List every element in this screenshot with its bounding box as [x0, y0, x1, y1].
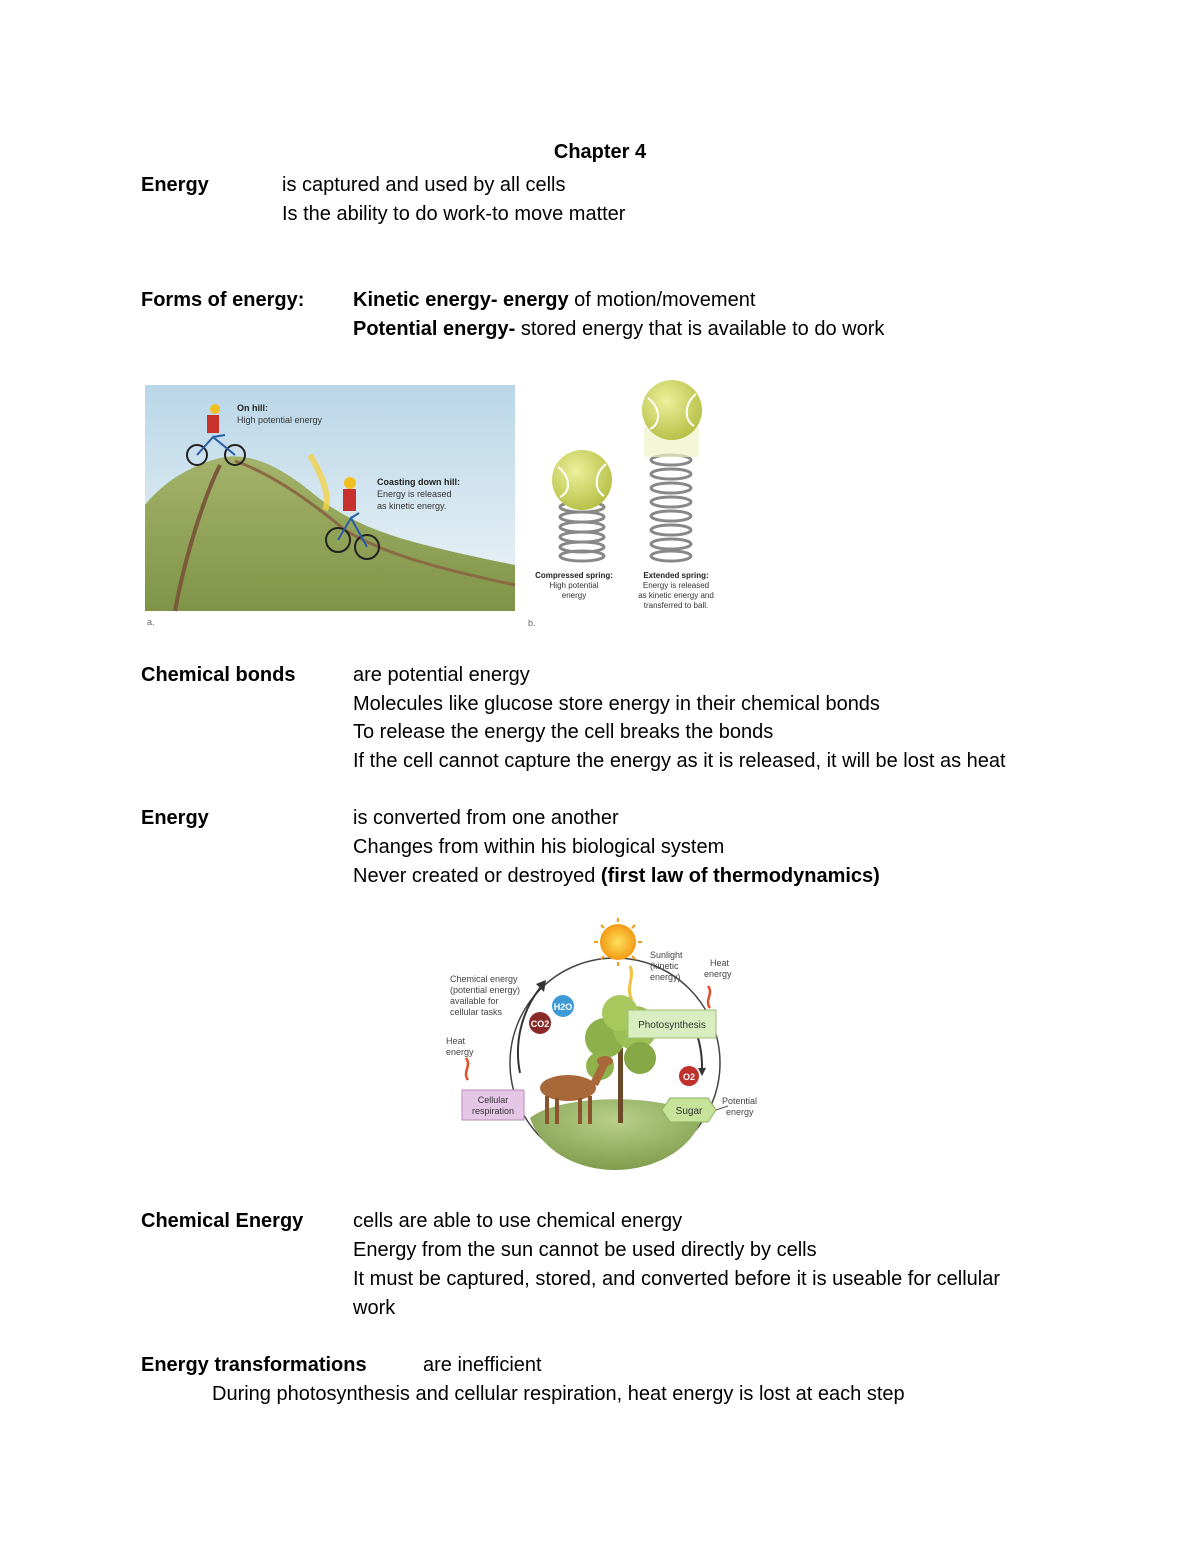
energy2-line-3 — [353, 862, 880, 891]
chemical-energy-line-1: cells are able to use chemical energy — [353, 1210, 683, 1232]
energy-line-2: Is the ability to do work-to move matter — [282, 203, 626, 225]
h2o-molecule — [552, 995, 574, 1017]
heat-left-line-2: energy — [446, 1047, 474, 1057]
chem-energy-line-4: cellular tasks — [450, 1007, 503, 1017]
chemical-bonds-line-2: Molecules like glucose store energy in their chemical bonds — [353, 693, 880, 715]
cellular-resp-line-1: Cellular — [477, 1095, 509, 1105]
chemical-bonds-line-4: If the cell cannot capture the energy as it is released, it will be lost as heat — [353, 750, 1006, 772]
compressed-spring-icon — [560, 502, 604, 561]
energy2-line-3-plain: Never created or destroyed — [353, 865, 601, 887]
cellular-resp-line-2: respiration — [471, 1106, 515, 1116]
panel-label-a: a. — [147, 617, 155, 627]
figure-springs — [526, 372, 741, 630]
extended-spring-icon — [651, 455, 691, 561]
extended-title: Extended spring: — [643, 571, 709, 580]
h2o-label: H2O — [553, 1002, 573, 1012]
potential-line-1: Potential — [722, 1096, 758, 1106]
energy2-line-1: is converted from one another — [353, 807, 619, 829]
coasting-title: Coasting down hill: — [377, 477, 460, 487]
transformations-line-2: During photosynthesis and cellular respiration, heat energy is lost at each step — [212, 1383, 905, 1405]
chemical-bonds-term: Chemical bonds — [141, 664, 296, 686]
photosynthesis-label: Photosynthesis — [638, 1020, 706, 1031]
extended-line-1: Energy is released — [642, 581, 710, 590]
chemical-energy-line-2: Energy from the sun cannot be used directly by cells — [353, 1239, 817, 1261]
extended-line-3: transferred to ball. — [643, 601, 709, 610]
energy2-term: Energy — [141, 807, 209, 829]
transformations-term: Energy transformations — [141, 1354, 367, 1376]
energy2-line-2: Changes from within his biological system — [353, 836, 725, 858]
o2-label: O2 — [682, 1072, 696, 1082]
chemical-energy-line-3: It must be captured, stored, and converted before it is useable for cellular — [353, 1268, 1001, 1290]
heat-top-line-2: energy — [704, 969, 732, 979]
chem-energy-line-1: Chemical energy — [450, 974, 518, 984]
sunlight-line-1: Sunlight — [650, 950, 683, 960]
o2-molecule — [679, 1066, 699, 1086]
potential-line — [353, 315, 884, 344]
potential-rest: stored energy that is available to do work — [515, 318, 885, 340]
sunlight-line-3: energy) — [650, 972, 681, 982]
tennis-ball-icon-right — [642, 380, 702, 440]
coasting-line-1: Energy is released — [377, 489, 452, 499]
energy-term: Energy — [141, 174, 209, 196]
chemical-bonds-line-3: To release the energy the cell breaks the bonds — [353, 721, 774, 743]
compressed-line-2: energy — [561, 591, 587, 600]
chem-energy-line-2: (potential energy) — [450, 985, 521, 995]
potential-line-2: energy — [726, 1107, 754, 1117]
figure-cyclist-hill — [145, 385, 517, 631]
on-hill-title: On hill: — [237, 403, 268, 413]
chemical-energy-line-4: work — [353, 1297, 396, 1319]
sunlight-line-2: (kinetic — [650, 961, 679, 971]
sugar-label: Sugar — [675, 1106, 703, 1117]
forms-term: Forms of energy: — [141, 289, 305, 311]
sun-icon — [594, 918, 642, 966]
co2-label: CO2 — [530, 1019, 550, 1029]
potential-term: Potential energy- — [353, 318, 516, 340]
energy-line-1: is captured and used by all cells — [282, 174, 566, 196]
chem-energy-line-3: available for — [450, 996, 499, 1006]
figure-energy-cycle — [440, 918, 770, 1178]
page-title: Chapter 4 — [553, 141, 647, 163]
kinetic-line — [353, 286, 755, 315]
panel-label-b: b. — [528, 618, 536, 628]
coasting-line-2: as kinetic energy. — [377, 501, 447, 511]
compressed-title: Compressed spring: — [535, 571, 613, 580]
compressed-line-1: High potential — [549, 581, 599, 590]
first-law-text: (first law of thermodynamics) — [600, 865, 880, 887]
heat-top-line-1: Heat — [710, 958, 730, 968]
co2-molecule — [529, 1012, 551, 1034]
heat-left-line-1: Heat — [446, 1036, 466, 1046]
transformations-rest: are inefficient — [423, 1354, 542, 1376]
extended-line-2: as kinetic energy and — [638, 591, 714, 600]
tennis-ball-icon-left — [552, 450, 612, 510]
chemical-energy-term: Chemical Energy — [141, 1210, 304, 1232]
kinetic-rest: of motion/movement — [568, 289, 756, 311]
kinetic-term: Kinetic energy- energy — [353, 289, 569, 311]
on-hill-text: High potential energy — [237, 415, 323, 425]
chemical-bonds-line-1: are potential energy — [353, 664, 530, 686]
